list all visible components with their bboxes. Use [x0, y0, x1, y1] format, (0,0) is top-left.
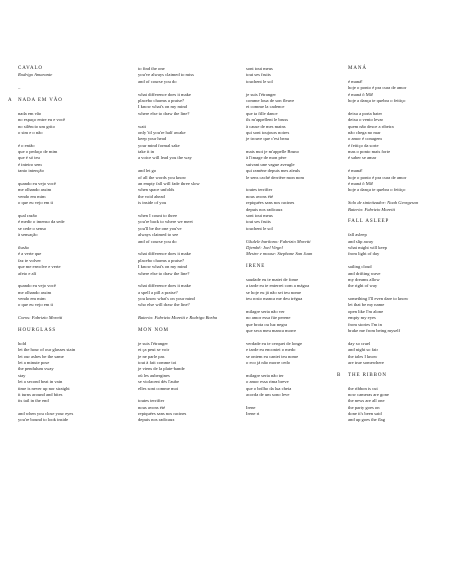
song-title-irene: IRENE	[246, 264, 266, 270]
lyric-line: é maná!	[348, 168, 363, 174]
lyric-line: you're bound to look inside	[18, 417, 69, 423]
lyric-line: when I count to three	[138, 212, 178, 218]
lyric-line: é o então	[18, 142, 35, 148]
lyric-line: é inteiro sem	[18, 161, 42, 167]
irene-lyrics	[246, 277, 342, 418]
lyric-line: who else will draw the line?	[138, 302, 190, 308]
lyric-line: Irene ri	[246, 411, 260, 417]
lyric-line: I know what's on my mind	[138, 104, 187, 110]
lyric-line: and night so fair	[348, 347, 378, 353]
stanza	[246, 92, 342, 143]
stanza	[348, 296, 444, 334]
lyric-line: day so cruel	[348, 340, 371, 346]
lyric-line: toutes terrifier	[138, 398, 165, 404]
stanza	[138, 283, 234, 309]
song-title-the-ribbon: THE RIBBON	[348, 372, 387, 378]
stanza	[138, 341, 234, 392]
stanza	[18, 245, 120, 277]
lyric-line: brake me from being myself	[348, 328, 401, 334]
lyric-line: you're back to where we meet	[138, 219, 193, 225]
hourglass-lyrics-continued	[138, 66, 234, 309]
lyric-line: done it's been said	[348, 411, 382, 417]
the-ribbon-lyrics	[348, 386, 444, 424]
lyric-line: que o pedaço de mim	[18, 149, 58, 155]
separator-dash: –	[18, 85, 21, 91]
lyric-line: afeto e alí	[18, 270, 37, 276]
lyric-line: of all the words you know	[138, 174, 187, 180]
lyric-line: an empty fall will fade three slow	[138, 181, 200, 187]
lyric-line: Irene	[246, 404, 256, 410]
credit-line: Mestre e mouse: Stephane San Juan	[246, 251, 313, 257]
stanza	[246, 309, 342, 335]
lyric-line: o eco já não morre cedo	[246, 359, 291, 365]
lyric-line: no silêncio um grito	[18, 123, 55, 129]
section-letter-a: A	[8, 97, 12, 103]
stanza	[348, 232, 444, 258]
lyric-line: et ça peut se voir	[138, 347, 170, 353]
column-2	[138, 66, 234, 430]
song-credits	[348, 200, 444, 213]
lyric-line: the tales I know	[348, 353, 378, 359]
lyric-line: à l'image de mon père	[246, 155, 287, 161]
lyric-line: où les aubergines	[138, 372, 170, 378]
lyric-line: je suis l'étranger	[138, 340, 168, 346]
stanza	[18, 143, 120, 175]
lyric-line: milagre seria não ter	[246, 372, 284, 378]
lyric-line: e tarde eu encontei o medo	[246, 347, 296, 353]
credit-line: Solo de sintetizador: Noah Georgeson	[348, 200, 419, 206]
lyric-line: the pendulum sway	[18, 366, 54, 372]
lyric-line: let a second beat in vain	[18, 379, 63, 385]
lyric-line: and let go	[138, 168, 157, 174]
stanza	[18, 181, 120, 207]
stanza	[18, 283, 120, 309]
lyric-line: que ta fille dance	[246, 110, 278, 116]
song-credit: Bateria: Fabrizio Moretti e Rodrigo Borba	[138, 315, 218, 321]
lyric-line: faz te volver	[18, 257, 41, 263]
stanza	[138, 213, 234, 245]
lyric-line: tout ses fruits	[246, 219, 271, 225]
stanza	[18, 411, 120, 424]
stanza	[246, 187, 342, 232]
lyric-line: depuis nos radicaux	[138, 417, 175, 423]
lyric-line: se hoje eu já não sei teu nome	[246, 289, 301, 295]
lyric-line: o sim e o não	[18, 129, 43, 135]
stanza	[246, 149, 342, 181]
lyric-line: que brota ou luz negra	[246, 321, 288, 327]
lyric-line: placebo charms a praise?	[138, 257, 185, 263]
stanza	[246, 341, 342, 367]
lyric-line: qual razão	[18, 212, 38, 218]
lyric-line: placebo charms a praise?	[138, 97, 185, 103]
lyric-line: é feitiço da sorte	[348, 142, 379, 148]
lyric-line: and up goes the flag	[348, 417, 385, 423]
section-letter-b: B	[337, 372, 341, 378]
song-credits	[246, 239, 342, 258]
lyric-line: mais moi je m'appelle Bruno	[246, 149, 299, 155]
lyric-line: my dreams allow	[348, 276, 380, 282]
lyric-line: the right of way	[348, 283, 378, 289]
lyric-line: je viens de la plate-bande	[138, 366, 185, 372]
lyric-line: open like I'm alone	[348, 308, 384, 314]
lyric-line: no amor essa fúe perene	[246, 315, 291, 321]
stanza	[138, 124, 234, 162]
lyric-line: o amor é conagem	[348, 136, 382, 142]
lyric-line: it turns around and bites	[18, 391, 63, 397]
song-title-mana: MANÁ	[348, 66, 367, 71]
lyric-line: its tail in the end	[18, 398, 49, 404]
lyric-line: wait	[138, 123, 146, 129]
lyric-line: the news are all one	[348, 398, 385, 404]
album-author: Rodrigo Amarante	[18, 72, 53, 78]
stanza	[348, 168, 444, 194]
lyric-line: touchent le sol	[246, 225, 273, 231]
stanza	[138, 398, 234, 424]
lyric-line: qui ramène depuis mes aïeuls	[246, 168, 301, 174]
lyric-line: is inside of you	[138, 200, 167, 206]
lyric-line: tanto intenção	[18, 168, 44, 174]
lyric-line: stay	[18, 372, 26, 378]
lyric-line: vendo em mim	[18, 193, 46, 199]
lyric-line: me olhando assim	[18, 289, 52, 295]
lyric-line: hoje a dança te quebra o feitiço	[348, 97, 406, 103]
lyric-line: where else to draw the line?	[138, 110, 190, 116]
lyric-line: when space unfolds	[138, 187, 175, 193]
lyric-line: je ne parle pas	[138, 353, 165, 359]
lyric-line: from light of day	[348, 251, 380, 257]
lyric-line: no espaço entre eu e você	[18, 117, 66, 123]
fall-asleep-lyrics	[348, 232, 444, 366]
lyric-line: deixa o vento levar	[348, 117, 384, 123]
lyric-line: é maná!	[348, 78, 363, 84]
lyric-line: empty my eyes	[348, 315, 376, 321]
stanza	[138, 66, 234, 85]
lyric-line: me olhando assim	[18, 187, 52, 193]
lyric-line: repiquées sans nos racines	[246, 200, 295, 206]
lyric-line: I know what's on my mind	[138, 264, 187, 270]
hourglass-lyrics	[18, 341, 120, 424]
mon-nom-lyrics	[138, 341, 234, 424]
lyric-line: repiquées sans nos racines	[138, 411, 187, 417]
lyric-line: now cameras are gone	[348, 391, 389, 397]
lyric-line: and when you close your eyes	[18, 411, 74, 417]
stanza	[138, 92, 234, 118]
credit-line: Bateria: Fabrizio Moretti	[348, 206, 396, 212]
lyric-line: where else to draw the line?	[138, 270, 190, 276]
lyric-line: que o brilho da lua cheia	[246, 385, 292, 391]
lyric-line: touchent le sol	[246, 78, 273, 84]
lyric-line: o que eu vejo em ti	[18, 200, 54, 206]
lyric-line: only 'til you're half awake	[138, 129, 186, 135]
stanza	[348, 79, 444, 105]
lyric-line: é maná ô Mã!	[348, 91, 374, 97]
lyric-line: é maná ô Mã!	[348, 181, 374, 187]
lyric-line: je trouve que c'est beau	[246, 136, 289, 142]
lyric-line: elles sont comme moi	[138, 385, 179, 391]
lyric-line: nous avons été	[246, 193, 274, 199]
lyric-line: o amor essa rima breve	[246, 379, 289, 385]
mon-nom-lyrics-continued	[246, 66, 342, 232]
credit-line: Ukulele barítono: Fabrizio Moretti	[246, 238, 311, 244]
lyric-line: mas o ponto mais forte	[348, 149, 391, 155]
lyric-line: à cause de mes mains	[246, 123, 286, 129]
lyric-line: hoje a dança te quebra o feitiço	[348, 187, 406, 193]
lyric-line: from stories I'm in	[348, 321, 382, 327]
lyric-line: a tarde eu te enterrei com a mágoa	[246, 283, 310, 289]
mana-lyrics	[348, 79, 444, 194]
lyric-line: what difference does it make	[138, 91, 191, 97]
lyric-line: you've always claimed to miss	[138, 72, 194, 78]
lyric-line: and slip away	[348, 238, 374, 244]
stanza	[138, 168, 234, 206]
lyric-line: let our ashes be the same	[18, 353, 64, 359]
lyric-line: é medir o imenso da sede	[18, 219, 65, 225]
lyric-line: hoje o ponto é pra cura de amor	[348, 174, 407, 180]
lyric-line: fall asleep	[348, 232, 367, 238]
lyric-line: a spell a pill a praise?	[138, 289, 178, 295]
lyric-line: o que eu vejo em ti	[18, 302, 54, 308]
column-3	[246, 66, 342, 424]
lyric-line: milagre seria não ver	[246, 308, 285, 314]
lyric-line: que me envolve e verte	[18, 264, 61, 270]
lyric-line: and of course you do	[138, 78, 177, 84]
lyric-line: quem não desce a ribeira	[348, 123, 394, 129]
lyric-line: what might will keep	[348, 244, 387, 250]
lyric-line: sont tout meus	[246, 66, 273, 71]
lyric-line: à sensação	[18, 232, 38, 238]
lyric-line: keep your head	[138, 136, 167, 142]
stanza	[348, 111, 444, 162]
lyric-line: what difference does it make	[138, 251, 191, 257]
credit-line: Djembê: Joel Virgel	[246, 244, 283, 250]
lyric-line: vendo em mim	[18, 296, 46, 302]
nada-em-vao-lyrics	[18, 111, 120, 309]
lyric-line: é a verte que	[18, 251, 42, 257]
lyric-line: sont tout meus	[246, 212, 273, 218]
lyric-line: se violacent dès l'aube	[138, 379, 180, 385]
song-title-nada-em-vao: NADA EM VÃO	[18, 97, 63, 103]
lyric-line: je suis l'étranger	[246, 91, 276, 97]
stanza	[246, 405, 342, 418]
lyric-line: deixa a porta bater	[348, 110, 383, 116]
column-1	[8, 66, 120, 430]
lyric-line: depuis nos radicaux	[246, 206, 283, 212]
lyric-line: time is never up nor straight	[18, 385, 70, 391]
lyric-line: sailing cloud	[348, 264, 372, 270]
lyric-line: não chega no mar	[348, 129, 381, 135]
column-4	[337, 66, 444, 430]
lyric-line: ilusão	[18, 244, 29, 250]
lyric-line: teu rosto manca me deu trégua	[246, 296, 303, 302]
lyric-line: saudade eu te matei de fome	[246, 276, 299, 282]
lyric-line: se ontem eu cantei teu nome	[246, 353, 299, 359]
lyric-line: something I'll even dare to know	[348, 296, 409, 302]
lyric-line: se cede o senso	[18, 225, 47, 231]
stanza	[246, 277, 342, 303]
lyric-line: quando eu vejo você	[18, 181, 56, 187]
lyric-line: que seca meu manca morre	[246, 328, 296, 334]
lyric-line: and drifting wave	[348, 270, 381, 276]
stanza	[348, 341, 444, 367]
lyric-line: quando eu vejo você	[18, 283, 56, 289]
stanza	[246, 373, 342, 399]
lyric-line: é saber se amar	[348, 155, 377, 161]
lyric-line: comme loua de son fleuve	[246, 97, 295, 103]
lyric-line: acorda de um sono leve	[246, 391, 290, 397]
song-title-mon-nom: MON NOM	[138, 328, 169, 334]
stanza	[348, 386, 444, 424]
song-credit: Coros: Fabrizio Moretti	[18, 315, 63, 321]
lyric-line: toutes terrifier	[246, 187, 273, 193]
lyric-line: let the hour of our glasses stain	[18, 347, 76, 353]
song-title-fall-asleep: FALL ASLEEP	[348, 219, 390, 225]
lyric-line: the void ahead	[138, 193, 165, 199]
lyric-line: et comme la cadence	[246, 104, 285, 110]
lyric-line: qui sont toujours noires	[246, 129, 290, 135]
lyric-line: what difference does it make	[138, 283, 191, 289]
lyric-line: que é só teu	[18, 155, 40, 161]
lyric-line: always claimed to see	[138, 232, 179, 238]
lyric-line: a voice will lead you the way	[138, 155, 192, 161]
stanza	[18, 213, 120, 239]
lyric-line: are true somewhere	[348, 359, 384, 365]
lyric-line: your mind formal sake	[138, 142, 180, 148]
lyric-line: tout ses fruits	[246, 72, 271, 78]
lyric-line: and of course you do	[138, 238, 177, 244]
lyric-line: take it in	[138, 149, 155, 155]
lyric-line: le sens caché derrière mon nom	[246, 174, 305, 180]
lyric-line: the ribbon is cut	[348, 385, 378, 391]
stanza	[348, 264, 444, 290]
lyric-line: the party goes on	[348, 404, 380, 410]
stanza	[138, 251, 234, 277]
lyric-line: let that be my name	[348, 302, 385, 308]
lyric-line: verdade eu te cerquei de longe	[246, 340, 302, 346]
lyric-line: to find the one	[138, 66, 165, 71]
lyric-line: let a minute pose	[18, 359, 50, 365]
lyric-line: ils m'appellent le bruss	[246, 117, 289, 123]
lyric-line: suivant une vague aveugle	[246, 161, 295, 167]
lyric-line: hoje o ponto é pra cura de amor	[348, 85, 407, 91]
stanza	[246, 66, 342, 85]
lyric-line: hold	[18, 340, 27, 346]
song-title-hourglass: HOURGLASS	[18, 328, 57, 334]
lyric-line: nada em vão	[18, 110, 42, 116]
lyric-line: you know what's on your mind	[138, 296, 195, 302]
stanza	[18, 341, 120, 405]
album-title: CAVALO	[18, 66, 43, 71]
lyric-line: tout à fait comme toi	[138, 359, 177, 365]
lyric-line: you'll be the one you've	[138, 225, 182, 231]
stanza	[18, 111, 120, 137]
lyric-line: nous avons été	[138, 404, 166, 410]
